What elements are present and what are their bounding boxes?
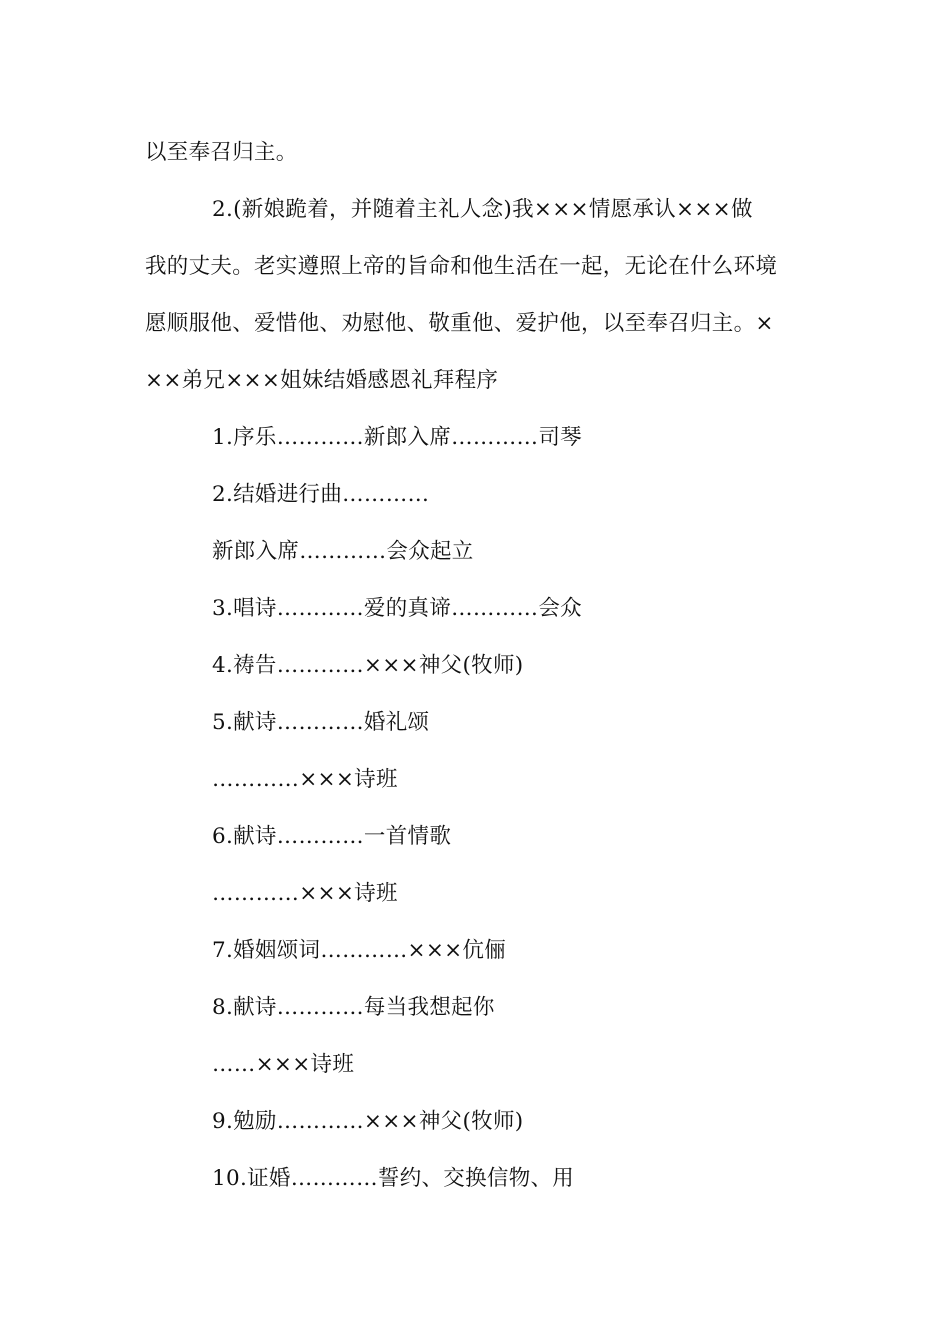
program-item: …………×××诗班 (212, 881, 398, 906)
paragraph-line: ××弟兄×××姐妹结婚感恩礼拜程序 (145, 368, 499, 393)
program-item: 3.唱诗…………爱的真谛…………会众 (212, 596, 582, 621)
program-item: ……×××诗班 (212, 1052, 355, 1077)
program-item: 9.勉励…………×××神父(牧师) (212, 1109, 524, 1134)
program-item: …………×××诗班 (212, 767, 398, 792)
program-item: 1.序乐…………新郎入席…………司琴 (212, 425, 582, 450)
paragraph-line: 愿顺服他、爱惜他、劝慰他、敬重他、爱护他，以至奉召归主。× (145, 311, 774, 336)
paragraph-line: 我的丈夫。老实遵照上帝的旨命和他生活在一起，无论在什么环境 (145, 254, 778, 279)
paragraph-line: 2.(新娘跪着，并随着主礼人念)我×××情愿承认×××做 (212, 197, 753, 222)
program-item: 新郎入席…………会众起立 (212, 539, 474, 564)
program-item: 5.献诗…………婚礼颂 (212, 710, 430, 735)
program-item: 4.祷告…………×××神父(牧师) (212, 653, 524, 678)
program-item: 10.证婚…………誓约、交换信物、用 (212, 1166, 575, 1191)
paragraph-line: 以至奉召归主。 (145, 140, 298, 165)
program-item: 6.献诗…………一首情歌 (212, 824, 452, 849)
program-item: 8.献诗…………每当我想起你 (212, 995, 495, 1020)
program-item: 2.结婚进行曲………… (212, 482, 430, 507)
program-item: 7.婚姻颂词…………×××伉俪 (212, 938, 507, 963)
